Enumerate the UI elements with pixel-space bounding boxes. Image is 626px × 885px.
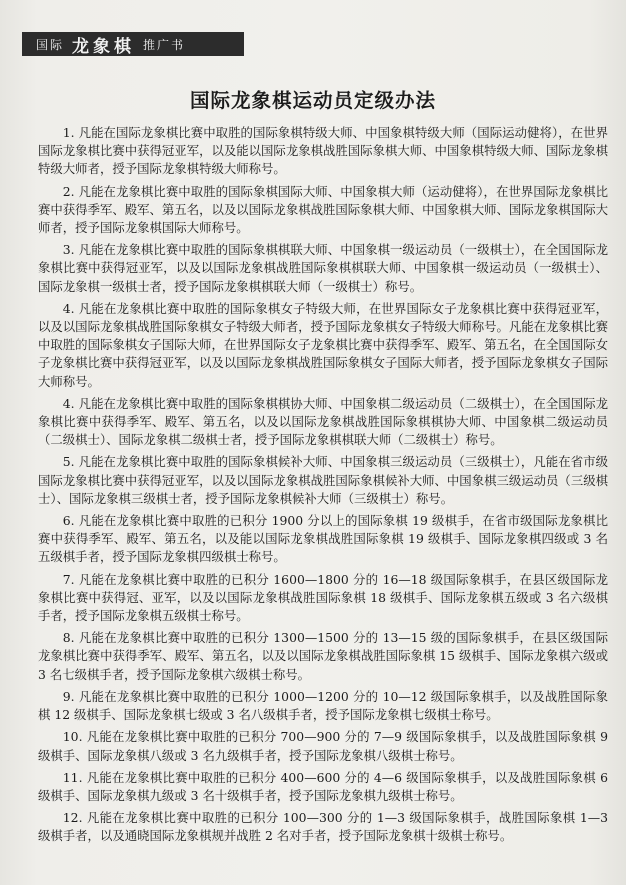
paragraph-9: 9. 凡能在龙象棋比赛中取胜的已积分 1000—1200 分的 10—12 级国际象棋手，以及战胜国际象棋 12 级棋手、国际龙象棋七级或 3 名八级棋手者，授予国际龙象棋七级棋士称号。 <box>38 688 608 723</box>
paragraph-2: 2. 凡能在龙象棋比赛中取胜的国际象棋国际大师、中国象棋大师（运动健将），在世界国际龙象棋比赛中获得季军、殿军、第五名，以及以国际龙象棋战胜国际象棋大师、中国象棋大师、国际龙象棋国际大师者，授予国际龙象棋国际大师称号。 <box>38 183 608 236</box>
paragraph-4a: 4. 凡能在龙象棋比赛中取胜的国际象棋女子特级大师，在世界国际女子龙象棋比赛中获得冠亚军，以及以国际龙象棋战胜国际象棋女子特级大师者，授予国际龙象棋女子特级大师称号。凡能在龙象棋比赛中取胜的国际象棋女子国际大师，在世界国际女子龙象棋比赛中获得季军、殿军、第五名，在全国国际女子龙象棋比赛中获得冠亚军，以及以国际龙象棋战胜国际象棋女子国际大师者，授予国际龙象棋女子国际大师称号。 <box>38 300 608 389</box>
paragraph-6: 6. 凡能在龙象棋比赛中取胜的已积分 1900 分以上的国际象棋 19 级棋手，在省市级国际龙象棋比赛中获得季军、殿军、第五名，以及能以国际龙象棋战胜国际象棋 19 级棋手、国际龙象棋四级或 3 名五级棋手者，授予国际龙象棋四级棋士称号。 <box>38 513 608 565</box>
paragraph-4b: 4. 凡能在龙象棋比赛中取胜的国际象棋棋协大师、中国象棋二级运动员（二级棋士），在全国国际龙象棋比赛中获得季军、殿军、第五名，以及以国际龙象棋战胜国际象棋棋协大师、中国象棋二级运动员（二级棋士）、国际龙象棋二级棋士者，授予国际龙象棋棋联大师（二级棋士）称号。 <box>38 395 608 448</box>
header-right-text: 推广书 <box>143 37 186 52</box>
series-header-bar <box>22 32 244 56</box>
header-left-text: 国际 <box>36 37 65 52</box>
page-title: 国际龙象棋运动员定级办法 <box>189 89 436 112</box>
header-brand-text: 龙象棋 <box>72 36 136 57</box>
article-body <box>38 124 608 850</box>
paragraph-11: 11. 凡能在龙象棋比赛中取胜的已积分 400—600 分的 4—6 级国际象棋手，以及战胜国际象棋 6 级棋手、国际龙象棋九级或 3 名十级棋手者，授予国际龙象棋九级棋士称号。 <box>38 769 608 803</box>
paragraph-10: 10. 凡能在龙象棋比赛中取胜的已积分 700—900 分的 7—9 级国际象棋手，以及战胜国际象棋 9 级棋手、国际龙象棋八级或 3 名九级棋手者，授予国际龙象棋八级棋士称号。 <box>38 729 608 763</box>
paragraph-8: 8. 凡能在龙象棋比赛中取胜的已积分 1300—1500 分的 13—15 级的国际象棋手，在县区级国际龙象棋比赛中获得季军、殿军、第五名，以及以国际龙象棋战胜国际象棋 15 级棋手、国际龙象棋六级或 3 名七级棋手者，授予国际龙象棋六级棋士称号。 <box>38 630 608 682</box>
paragraph-7: 7. 凡能在龙象棋比赛中取胜的已积分 1600—1800 分的 16—18 级国际象棋手，在县区级国际龙象棋比赛中获得冠、亚军，以及以国际龙象棋战胜国际象棋 18 级棋手、国际龙象棋五级或 3 名六级棋手者，授予国际龙象棋五级棋士称号。 <box>38 571 608 624</box>
paragraph-5: 5. 凡能在龙象棋比赛中取胜的国际象棋候补大师、中国象棋三级运动员（三级棋士），凡能在省市级国际龙象棋比赛中获得冠亚军，以及以国际龙象棋战胜国际象棋候补大师、中国象棋三级运动员（三级棋士）、国际龙象棋三级棋士者，授予国际龙象棋候补大师（三级棋士）称号。 <box>38 454 608 506</box>
paragraph-12: 12. 凡能在龙象棋比赛中取胜的已积分 100—300 分的 1—3 级国际象棋手，战胜国际象棋 1—3 级棋手者，以及通晓国际龙象棋规并战胜 2 名对手者，授予国际龙象棋十级棋士称号。 <box>38 810 608 844</box>
paragraph-3: 3. 凡能在龙象棋比赛中取胜的国际象棋棋联大师、中国象棋一级运动员（一级棋士），在全国国际龙象棋比赛中获得冠亚军，以及以国际龙象棋战胜国际象棋棋联大师、中国象棋一级运动员（一级棋士）、国际龙象棋一级棋士者，授予国际龙象棋棋联大师（一级棋士）称号。 <box>38 242 608 294</box>
paragraph-1: 1. 凡能在国际龙象棋比赛中取胜的国际象棋特级大师、中国象棋特级大师（国际运动健将），在世界国际龙象棋比赛中获得冠亚军，以及能以国际龙象棋战胜国际象棋大师、中国象棋特级大师、国际龙象棋特级大师者，授予国际龙象棋特级大师称号。 <box>38 125 608 177</box>
